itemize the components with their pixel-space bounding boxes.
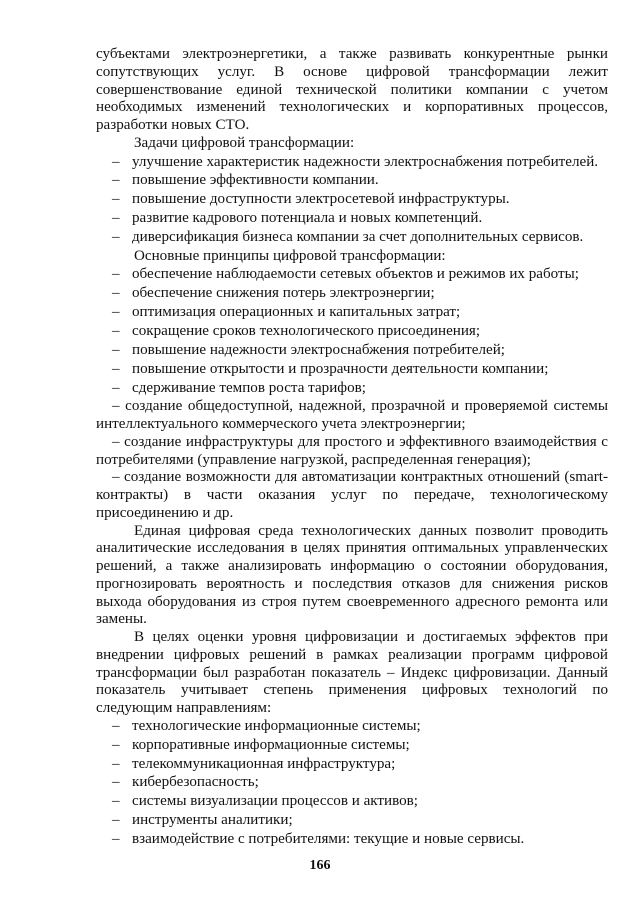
page-number: 166 [309, 858, 331, 873]
tasks-heading: Задачи цифровой трансформации: [134, 134, 355, 151]
list-item: – создание общедоступной, надежной, прозрачной и проверяемой системы интеллектуального коммерческого учета электроэнергии; [96, 398, 608, 433]
list-item: – взаимодействие с потребителями: текущие и новые сервисы. [112, 830, 525, 847]
list-item: – обеспечение снижения потерь электроэнергии; [112, 285, 435, 302]
list-item: – развитие кадрового потенциала и новых компетенций. [112, 210, 483, 227]
data-environment-paragraph: Единая цифровая среда технологических данных позволит проводить аналитические исследования в целях принятия оптимальных управленческих решений, а также анализировать информацию о состоянии оборудования, прогнозировать вероятность и последствия отказов для снижения рисков выхода оборудования из строя путем своевременного адресного ремонта или замены. [96, 522, 608, 628]
list-item: – технологические информационные системы; [112, 717, 421, 734]
list-item: – повышение эффективности компании. [112, 172, 379, 189]
list-item: – оптимизация операционных и капитальных затрат; [112, 304, 461, 321]
directions-list [96, 718, 608, 849]
list-item: – диверсификация бизнеса компании за счет дополнительных сервисов. [112, 228, 584, 245]
list-item: – системы визуализации процессов и активов; [112, 793, 418, 810]
list-item: – инструменты аналитики; [112, 812, 293, 829]
list-item: – создание инфраструктуры для простого и эффективного взаимодействия с потребителями (управление нагрузкой, распределенная генерация); [96, 433, 608, 468]
principles-list [96, 266, 608, 522]
list-item: – корпоративные информационные системы; [112, 736, 410, 753]
list-item: – телекоммуникационная инфраструктура; [112, 755, 396, 772]
page-body [96, 46, 608, 850]
list-item: – улучшение характеристик надежности электроснабжения потребителей. [112, 153, 599, 170]
list-item: – повышение надежности электроснабжения потребителей; [112, 341, 505, 358]
tasks-list [96, 154, 608, 247]
digitalization-index-paragraph: В целях оценки уровня цифровизации и достигаемых эффектов при внедрении цифровых решений в рамках реализации программ цифровой трансформации был разработан показатель – Индекс цифровизации. Данный показатель учитывает степень применения цифровых технологий по следующим направлениям: [96, 629, 608, 717]
list-item: – сокращение сроков технологического присоединения; [112, 323, 481, 339]
intro-paragraph: субъектами электроэнергетики, а также развивать конкурентные рынки сопутствующих услуг. В основе цифровой трансформации лежит совершенствование единой технической политики компании с учетом необходимых изменений технологических и корпоративных процессов, разработки новых СТО. [96, 46, 608, 133]
principles-heading: Основные принципы цифровой трансформации: [134, 247, 446, 264]
list-item: – кибербезопасность; [112, 774, 259, 791]
list-item: – повышение доступности электросетевой инфраструктуры. [112, 191, 510, 208]
list-item: – создание возможности для автоматизации контрактных отношений (smart-контракты) в части оказания услуг по передаче, технологическому присоединению и др. [96, 469, 608, 521]
list-item: – сдерживание темпов роста тарифов; [112, 379, 366, 396]
list-item: – обеспечение наблюдаемости сетевых объектов и режимов их работы; [112, 266, 579, 283]
list-item: – повышение открытости и прозрачности деятельности компании; [112, 360, 549, 377]
